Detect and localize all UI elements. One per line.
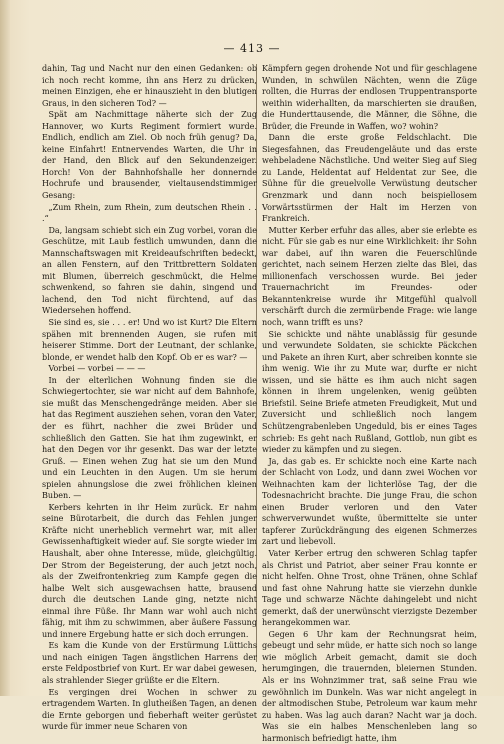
paragraph: Vater Kerber ertrug den schweren Schlag tapfer als Christ und Patriot, aber seiner Frau konnte er nicht helfen. Ohne Trost, ohne Tränen, ohne Schlaf und fast ohne Nahrung hatte sie vierzehn dunkle Tage und schwarze Nächte dahingelebt und nicht gemerkt, daß der unerwünscht vierzigste Dezember herangekommen war. <box>262 548 477 628</box>
paragraph: Es kam die Kunde von der Erstürmung Lüttichs und nach einigen Tagen ängstlichen Harrens der erste Feldpostbrief von Kurt. Er war dabei gewesen, als strahlender Sieger grüßte er die Eltern. <box>42 641 257 685</box>
paragraph: Kerbers kehrten in ihr Heim zurück. Er nahm seine Bürotarbeit, die durch das Fehlen junger Kräfte nicht unerheblich vermehrt war, mit aller Gewissenhaftigkeit wieder auf. Sie sorgte wieder im Haushalt, aber ohne Interesse, müde, gleichgültig. Der Strom der Begeisterung, der auch jetzt noch, als der Zweifrontenkrieg zum Kampfe gegen die halbe Welt sich ausgewachsen hatte, brausend durch die deutschen Lande ging, netzte nicht einmal ihre Füße. Ihr Mann war wohl auch nicht fähig, mit ihm zu schwimmen, aber äußere Fassung und innere Ergebung hatte er sich doch errungen. <box>42 502 257 639</box>
paragraph: Mutter Kerber erfuhr das alles, aber sie erlebte es nicht. Für sie gab es nur eine Wirklichkeit: ihr Sohn war dabei, auf ihn waren die Feuerschlünde gerichtet, nach seinem Herzen zielte das Blei, das millionenfach verschossen wurde. Bei jeder Trauernachricht im Freundes- oder Bekanntenkreise wurde ihr Mitgefühl qualvoll verschärft durch die zermürbende Frage: wie lange noch, wann trifft es uns? <box>262 225 477 328</box>
paragraph: Es vergingen drei Wochen in schwer zu ertragendem Warten. In glutheißen Tagen, an denen die Ernte geborgen und fieberhaft weiter gerüstet wurde für immer neue Scharen von <box>42 687 257 732</box>
left-column <box>42 63 257 732</box>
paragraph: Vorbei — vorbei — — — <box>48 364 146 374</box>
paragraph: Kämpfern gegen drohende Not und für geschlagene Wunden, in schwülen Nächten, wenn die Züge rollten, die Hurras der endlosen Truppentransporte weithin widerhallten, da marschierten sie draußen, die Hunderttausende, die Männer, die Söhne, die Brüder, die Freunde in Waffen, wo? wohin? <box>262 64 477 131</box>
paragraph: Gegen 6 Uhr kam der Rechnungsrat heim, gebeugt und sehr müde, er hatte sich noch so lange wie möglich Arbeit gemacht, damit sie doch herumgingen, die trauernden, bleiernen Stunden. Als er ins Wohnzimmer trat, saß seine Frau wie gewöhnlich im Dunkeln. Was war nicht angelegt in der altmodischen Stube, Petroleum war kaum mehr zu haben. Was lag auch daran? Nacht war ja doch. Was sie ein halbes Menschenleben lang so harmonisch befriedigt hatte, ihm <box>262 629 477 743</box>
paragraph: Sie schickte und nähte unablässig für gesunde und verwundete Soldaten, sie schickte Päckchen und Pakete an ihren Kurt, aber schreiben konnte sie ihm wenig. Wie ihr zu Mute war, durfte er nicht wissen, und sie hätte es ihm auch nicht sagen können in ihrem ungelenken, wenig geübten Briefstil. Seine Briefe atmeten Freudigkeit, Mut und Zuversicht und schließlich noch langem Schützengrabenleben Ungeduld, bis er eines Tages schrieb: Es geht nach Rußland, Gottlob, nun gibt es wieder zu kämpfen und zu siegen. <box>262 329 477 455</box>
paragraph: Ja, das gab es. Er schickte noch eine Karte nach der Schlacht von Lodz, und dann zwei Wochen vor Weihnachten kam der lichterlöse Tag, der die Todesnachricht brachte. Die junge Frau, die schon einen Bruder verloren und den Vater schwerverwundet wußte, übermittelte sie unter tapferer Zurückdrängung des eigenen Schmerzes zart und liebevoll. <box>262 456 477 547</box>
paragraph: In der elterlichen Wohnung finden sie die Schwiegertochter, sie war nicht auf dem Bahnhofe, sie mußt das Menschengedränge meiden. Aber sie hat das Regiment ausziehen sehen, voran den Vater, der es führt, nachher die zwei Brüder und schließlich den Gatten. Sie hat ihm zugewinkt, er hat den Degen vor ihr gesenkt. Das war der letzte Gruß. — Einen wehen Zug hat sie um den Mund und ein Leuchten in den Augen. Um sie herum spielen ahnungslose die zwei fröhlichen kleinen Buben. — <box>42 375 257 501</box>
right-column <box>262 63 477 743</box>
paragraph: Dann die erste große Feldschlacht. Die Siegesfahnen, das Freudengeläute und das erste wehbeladene Nächstliche. Und weiter Sieg auf Sieg zu Lande, Heldentat auf Heldentat zur See, die Sühne für die greuelvolle Verwüstung deutscher Grenzmark und dann noch beispiellosem Vorwärtsstürmen der Halt im Herzen von Frankreich. <box>262 133 477 224</box>
paragraph: Sie sind es, sie . . . er! Und wo ist Kurt? Die Eltern spähen mit brennenden Augen, sie rufen mit heiserer Stimme. Dort der Leutnant, der schlanke, blonde, er wendet halb den Kopf. Ob er es war? — <box>42 318 257 362</box>
paragraph: dahin, Tag und Nacht nur den einen Gedanken: ob ich noch recht komme, ihn ans Herz zu drücken, meinen Einzigen, ehe er hinauszieht in den blutigen Graus, in den sicheren Tod? — <box>42 64 257 108</box>
page-number: — 413 — <box>223 42 281 55</box>
paragraph: „Zum Rhein, zum Rhein, zum deutschen Rhein . . .“ <box>42 202 257 224</box>
paragraph: Spät am Nachmittage näherte sich der Zug Hannover, wo Kurts Regiment formiert wurde. Endlich, endlich am Ziel. Ob noch früh genug? Da, keine Einfahrt! Entnervendes Warten, die Uhr in der Hand, den Blick auf den Sekundenzeiger. Horch! Von der Bahnhofshalle her donnernde Hochrufe und brausender, vieltausendstimmiger Gesang: <box>42 110 257 201</box>
paragraph: Da, langsam schiebt sich ein Zug vorbei, voran die Geschütze, mit Laub festlich umwunden, dann die Mannschaftswagen mit Kreideaufschriften bedeckt, an allen Fenstern, auf den Trittbrettern Soldaten mit Blumen, überreich geschmückt, die Helme schwenkend, so fahren sie dahin, singend und lachend, den Tod nicht fürchtend, auf das Wiedersehen hoffend. <box>42 225 257 316</box>
binding-edge <box>0 0 10 696</box>
